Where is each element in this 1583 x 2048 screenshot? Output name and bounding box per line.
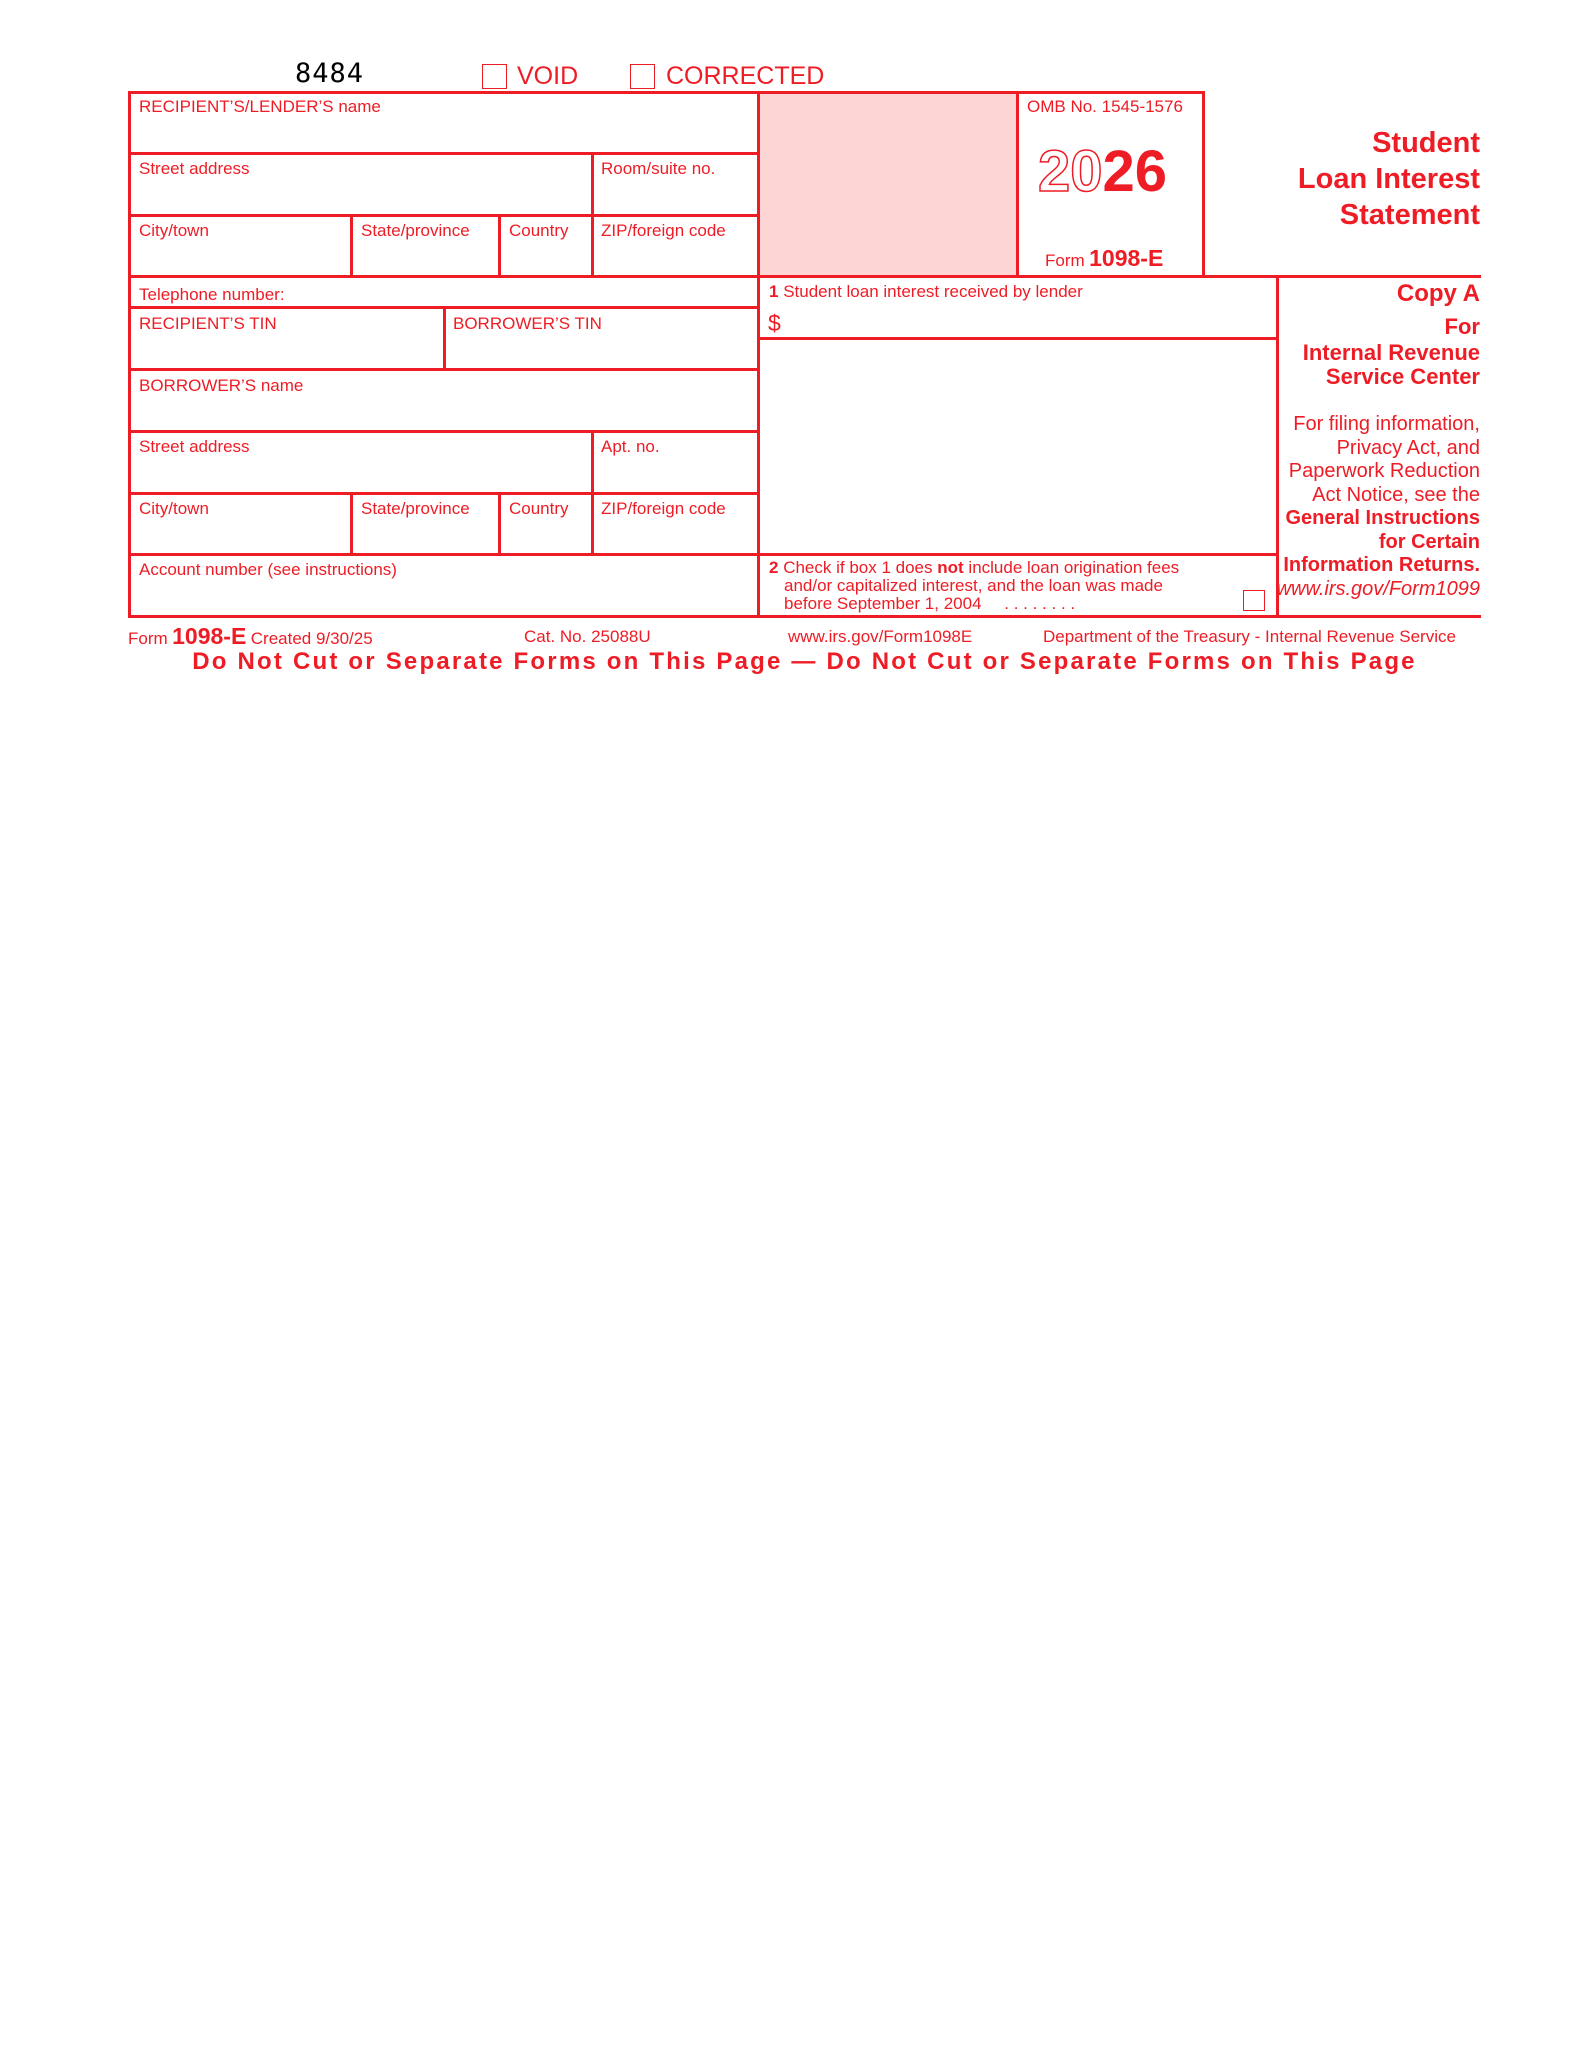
void-checkbox[interactable]: [482, 64, 507, 89]
info-line-3: Paperwork Reduction: [1288, 460, 1480, 482]
omb-form-id: [1045, 245, 1163, 272]
recipient-country-label: Country: [509, 221, 569, 240]
box2-line-3-text: before September 1, 2004: [784, 594, 982, 613]
recipient-name-label: RECIPIENT’S/LENDER’S name: [139, 97, 381, 116]
recipient-room-label: Room/suite no.: [601, 159, 716, 178]
omb-number: OMB No. 1545-1576: [1027, 97, 1183, 116]
box2-number: 2: [769, 558, 779, 577]
footer-form-prefix: Form: [128, 629, 168, 648]
box2-line-3: [784, 595, 1075, 613]
footer-form-number: 1098-E: [172, 623, 247, 649]
footer-created: Created 9/30/25: [250, 629, 373, 648]
side-url-link[interactable]: www.irs.gov/Form1099: [1276, 577, 1480, 600]
form-title: [1210, 125, 1480, 233]
info-line-5: General Instructions: [1285, 507, 1480, 529]
box2-leader-dots: . . . . . . . .: [1004, 594, 1076, 613]
box1-amount-field[interactable]: [795, 307, 1265, 335]
recipient-state-label: State/province: [361, 221, 470, 240]
recipient-zip-label: ZIP/foreign code: [601, 221, 726, 240]
copy-label: Copy A: [1396, 280, 1480, 307]
tax-year-outline: 20: [1038, 139, 1103, 204]
irs-line-1: Internal Revenue: [1302, 340, 1480, 365]
borrower-name-label: BORROWER’S name: [139, 376, 304, 395]
omb-form-prefix: Form: [1045, 251, 1085, 270]
box2-line-1: [769, 559, 1179, 577]
corrected-label: CORRECTED: [666, 62, 825, 90]
box1-text: Student loan interest received by lender: [783, 282, 1083, 301]
info-line-4: Act Notice, see the: [1312, 483, 1480, 506]
borrower-apt-label: Apt. no.: [601, 437, 660, 456]
footer-url-link[interactable]: www.irs.gov/Form1098E: [788, 627, 973, 646]
telephone-label: Telephone number:: [139, 285, 285, 304]
title-line-2: Loan Interest: [1297, 163, 1480, 195]
borrower-city-label: City/town: [139, 499, 209, 518]
borrower-state-label: State/province: [361, 499, 470, 518]
footer-form-id: [128, 623, 373, 650]
title-line-3: Statement: [1339, 199, 1480, 231]
tax-year: [1038, 139, 1168, 204]
borrower-country-label: Country: [509, 499, 569, 518]
omb-form-number: 1098-E: [1089, 245, 1164, 271]
tax-year-bold: 26: [1102, 139, 1168, 204]
recipient-tin-label: RECIPIENT’S TIN: [139, 314, 277, 333]
do-not-cut-warning: Do Not Cut or Separate Forms on This Page — Do Not Cut or Separate Forms on This Page: [192, 648, 1417, 675]
box2-text-after: include loan origination fees: [968, 558, 1180, 577]
box2-line-2: and/or capitalized interest, and the loan was made: [784, 576, 1163, 595]
borrower-street-label: Street address: [139, 437, 250, 456]
info-line-7: Information Returns.: [1283, 554, 1480, 576]
box1-number: 1: [769, 282, 779, 301]
footer-dept: Department of the Treasury - Internal Revenue Service: [1043, 627, 1456, 646]
info-line-6: for Certain: [1378, 530, 1480, 553]
box1-currency: $: [768, 310, 781, 336]
borrower-zip-label: ZIP/foreign code: [601, 499, 726, 518]
copy-a-panel: [1210, 279, 1480, 601]
shaded-area: [758, 92, 1016, 277]
info-line-2: Privacy Act, and: [1336, 436, 1480, 459]
recipient-city-label: City/town: [139, 221, 209, 240]
box2-text-before: Check if box 1 does: [783, 558, 933, 577]
box2-text-bold: not: [937, 558, 964, 577]
footer-cat-no: Cat. No. 25088U: [524, 627, 651, 646]
account-number-label: Account number (see instructions): [139, 560, 397, 579]
void-label: VOID: [517, 62, 579, 90]
borrower-tin-label: BORROWER’S TIN: [453, 314, 602, 333]
irs-line-2: Service Center: [1325, 364, 1480, 389]
corrected-checkbox[interactable]: [630, 64, 655, 89]
title-line-1: Student: [1372, 127, 1480, 159]
info-line-1: For filing information,: [1293, 413, 1480, 435]
box1-label: [769, 282, 1083, 301]
form-code: 8484: [295, 58, 365, 89]
for-label: For: [1444, 314, 1480, 339]
recipient-street-label: Street address: [139, 159, 250, 178]
